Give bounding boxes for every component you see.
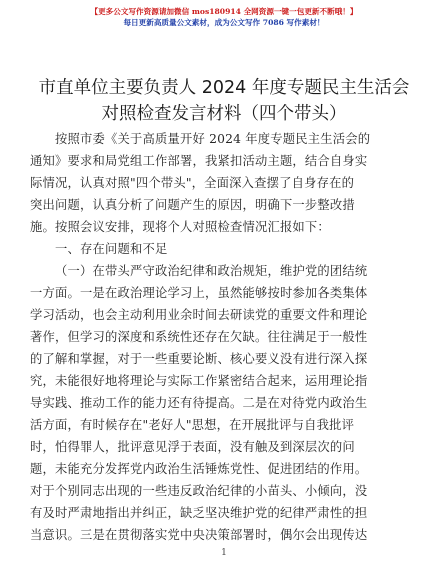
body-line: 突出问题，认真分析了问题产生的原因，明确下一步整改措 (30, 198, 355, 212)
body-line: 学习活动，也会主动利用业余时间去研读党的重要文件和理论 (30, 308, 368, 322)
body-line: 对于个别同志出现的一些违反政治纪律的小苗头、小倾向，没 (30, 484, 368, 498)
body-line: 按照市委《关于高质量开好 2024 年度专题民主生活会的 (55, 132, 371, 146)
body-line: （一）在带头严守政治纪律和政治规矩，维护党的团结统 (55, 264, 368, 278)
body-line: 导实践、推动工作的能力还有待提高。二是在对待党内政治生 (30, 396, 368, 410)
body-line: 通知》要求和局党组工作部署，我紧扣活动主题，结合自身实 (30, 154, 368, 168)
banner-promo-line: 【更多公文写作资源请加微信 mos180914 全网资源一键一包更新不断哦！】 (90, 7, 358, 16)
body-line: 活方面，有时候存在"老好人"思想，在开展批评与自我批评 (30, 418, 355, 432)
body-line: 当意识。三是在贯彻落实党中央决策部署时，偶尔会出现传达 (30, 528, 368, 542)
header-banner (0, 6, 448, 28)
page-number: 1 (221, 548, 227, 558)
body-line: 题，未能充分发挥党内政治生活锤炼党性、促进团结的作用。 (30, 462, 368, 476)
title-line-2: 对照检查发言材料（四个带头） (101, 104, 347, 124)
document-title (0, 75, 448, 127)
banner-update-line: 每日更新高质量公文素材，成为公文写作 7086 写作素材！ (123, 18, 325, 27)
body-line: 施。按照会议安排，现将个人对照检查情况汇报如下： (30, 220, 330, 234)
body-line: 际情况，认真对照"四个带头"，全面深入查摆了自身存在的 (30, 176, 355, 190)
document-body (30, 128, 418, 546)
body-line: 时，怕得罪人，批评意见浮于表面，没有触及到深层次的问 (30, 440, 355, 454)
body-line: 有及时严肃地指出并纠正，缺乏坚决维护党的纪律严肃性的担 (30, 506, 368, 520)
title-line-1: 市直单位主要负责人 2024 年度专题民主生活会 (38, 78, 410, 98)
body-line: 著作，但学习的深度和系统性还存在欠缺。往往满足于一般性 (30, 330, 368, 344)
body-line: 的了解和掌握，对于一些重要论断、核心要义没有进行深入探 (30, 352, 368, 366)
body-line: 究，未能很好地将理论与实际工作紧密结合起来，运用理论指 (30, 374, 368, 388)
section-heading: 一、存在问题和不足 (55, 242, 168, 256)
body-line: 一方面。一是在政治理论学习上，虽然能够按时参加各类集体 (30, 286, 368, 300)
